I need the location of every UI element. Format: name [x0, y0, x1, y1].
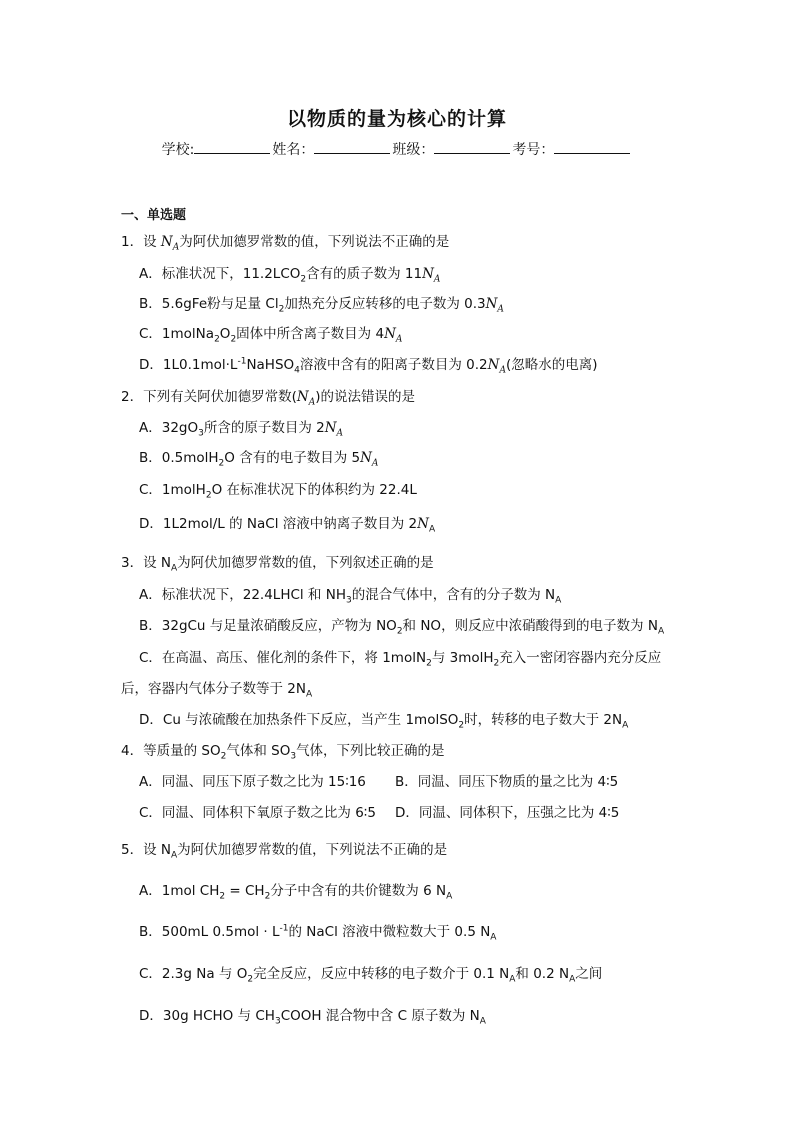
- student-info: [0, 139, 794, 159]
- q4-option-c: C．同温、同体积下氧原子数之比为 6∶5: [139, 805, 376, 821]
- q1-option-b: B．5.6gFe粉与足量 $Cl_2$加热充分反应转移的电子数为 $0.3N_A$: [139, 296, 504, 315]
- q1-option-a: A．标准状况下，$11.2LCO_2$含有的质子数为 $11N_A$: [139, 266, 441, 285]
- question-2-stem: 2．下列有关阿伏加德罗常数$(N_A)$的说法错误的是: [121, 389, 415, 408]
- page-title: 以物质的量为核心的计算: [286, 108, 507, 130]
- q3-option-c: C．在高温、高压、催化剂的条件下，将 1molN$_2$与 3molH$_2$充入一密闭容器内充分反应: [139, 650, 662, 669]
- q1-option-c: C．$1molNa_2O_2$固体中所含离子数目为 $4N_A$: [139, 326, 403, 345]
- q2-option-b: B．0.5molH$_2$O 含有的电子数目为 $5N_A$: [139, 450, 379, 469]
- number-label: 考号：: [512, 142, 555, 158]
- section-heading: 一、单选题: [121, 208, 187, 223]
- name-label: 姓名：: [272, 142, 315, 158]
- q4-option-d: D．同温、同体积下，压强之比为 4∶5: [395, 805, 620, 821]
- number-blank: [554, 140, 630, 154]
- question-1-stem: 1．设 $N_A$为阿伏加德罗常数的值，下列说法不正确的是: [121, 234, 450, 253]
- q5-option-b: B．500mL $0.5mol \cdot L^{-1}$的 NaCl 溶液中微粒数大于 0.5 $N_A$: [139, 923, 497, 943]
- school-blank: [194, 140, 270, 154]
- q3-option-d: D．Cu 与浓硫酸在加热条件下反应，当产生 1molSO$_2$时，转移的电子数大于 $2N_A$: [139, 712, 629, 731]
- q4-option-b: B．同温、同压下物质的量之比为 4∶5: [395, 774, 619, 790]
- q3-option-b: B．32gCu 与足量浓硝酸反应，产物为 $NO_2$和 NO，则反应中浓硝酸得到的电子数为 $N_A$: [139, 618, 665, 637]
- q5-option-a: A．1mol $CH_2 = CH_2$分子中含有的共价键数为 6 $N_A$: [139, 883, 453, 902]
- name-blank: [314, 140, 390, 154]
- question-5-stem: 5．设 $N_A$为阿伏加德罗常数的值，下列说法不正确的是: [121, 842, 448, 861]
- q3-option-a: A．标准状况下，22.4LHCl 和 $NH_3$的混合气体中，含有的分子数为 $N_A$: [139, 587, 562, 606]
- q2-option-d: D．1L2mol/L 的 NaCl 溶液中钠离子数目为 $2N_A$: [139, 516, 436, 535]
- q3-option-c-continued: 后，容器内气体分子数等于 $2N_A$: [121, 681, 313, 700]
- q4-option-a: A．同温、同压下原子数之比为 15∶16: [139, 774, 366, 790]
- q2-option-c: C．1molH$_2$O 在标准状况下的体积约为 22.4L: [139, 482, 417, 501]
- school-label: 学校:: [161, 142, 195, 158]
- q1-option-d: D．$1L0.1mol\cdot L^{-1}NaHSO_4$溶液中含有的阳离子数目为 $0.2N_A$(忽略水的电离): [139, 356, 598, 376]
- question-4-stem: 4．等质量的 $SO_2$气体和 $SO_3$气体，下列比较正确的是: [121, 743, 445, 762]
- question-3-stem: 3．设 $N_A$为阿伏加德罗常数的值，下列叙述正确的是: [121, 555, 434, 574]
- class-blank: [434, 140, 510, 154]
- q5-option-d: D．30g HCHO 与 $CH_3COOH$ 混合物中含 C 原子数为 $N_A$: [139, 1008, 486, 1027]
- q5-option-c: C．2.3g Na 与 $O_2$完全反应，反应中转移的电子数介于 0.1 $N_A$和 0.2 $N_A$之间: [139, 966, 603, 985]
- class-label: 班级：: [392, 142, 435, 158]
- q2-option-a: A．$32gO_3$所含的原子数目为 $2N_A$: [139, 420, 344, 439]
